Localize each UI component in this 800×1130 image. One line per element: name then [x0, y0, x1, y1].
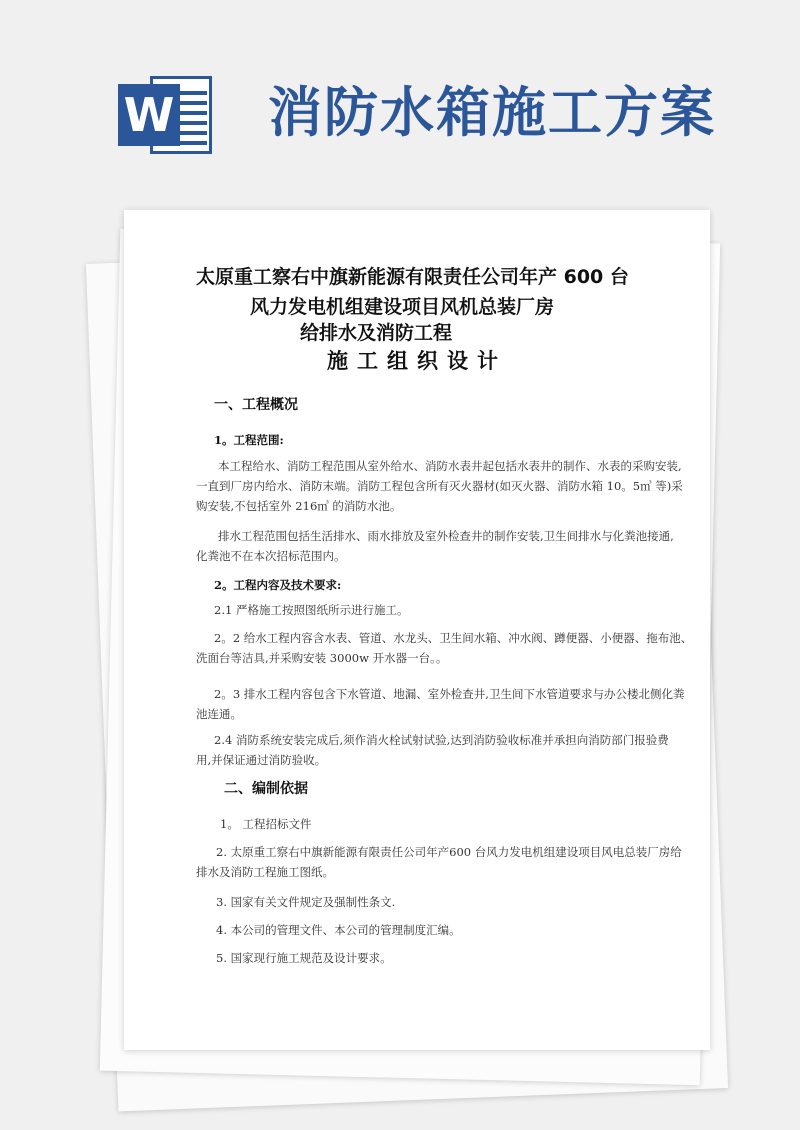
paragraph-line: 2。3 排水工程内容包含下水管道、地漏、室外检查井,卫生间下水管道要求与办公楼北侧化粪 — [214, 687, 685, 701]
basis-item-3: 3. 国家有关文件规定及强制性条文. — [216, 895, 396, 909]
basis-item-1: 1。 工程招标文件 — [220, 817, 312, 831]
paragraph-line: 2.4 消防系统安装完成后,须作消火栓试射试验,达到消防验收标准并承担向消防部门报验费 — [214, 733, 669, 747]
basis-item-5: 5. 国家现行施工规范及设计要求。 — [216, 951, 392, 965]
banner-title: 消防水箱施工方案 — [268, 81, 716, 144]
subheading-2: 2。工程内容及技术要求: — [214, 578, 342, 592]
item-2-3 — [196, 684, 685, 724]
word-icon-letter: W — [118, 84, 180, 146]
basis-item-2: 2. 太原重工察右中旗新能源有限责任公司年产600 台风力发电机组建设项目风电总装厂房给 — [216, 845, 682, 859]
doc-title-line-2: 风力发电机组建设项目风机总装厂房 — [250, 296, 555, 318]
item-2-1: 2.1 严格施工按照图纸所示进行施工。 — [214, 603, 409, 617]
paragraph-line: 池连通。 — [196, 707, 242, 721]
paragraph-line: 排水工程范围包括生活排水、雨水排放及室外检查井的制作安装,卫生间排水与化粪池接通, — [218, 529, 674, 543]
section-heading-2: 二、编制依据 — [224, 781, 308, 797]
basis-item-2-cont: 排水及消防工程施工图纸。 — [196, 865, 334, 879]
paragraph-scope-water — [196, 456, 683, 516]
paragraph-line: 洗面台等洁具,并采购安装 3000w 开水器一台。。 — [196, 651, 448, 665]
paragraph-line: 一直到厂房内给水、消防末端。消防工程包含所有灭火器材(如灭火器、消防水箱 10。5㎥ 等)采 — [196, 479, 683, 493]
word-document-icon — [118, 72, 218, 158]
subheading-1: 1。工程范围: — [214, 433, 284, 447]
paragraph-line: 化粪池不在本次招标范围内。 — [196, 549, 346, 563]
doc-title-line-3: 给排水及消防工程 — [300, 322, 453, 344]
main-heading: 施工组织设计 — [327, 349, 507, 373]
paragraph-line: 本工程给水、消防工程范围从室外给水、消防水表井起包括水表井的制作、水表的采购安装, — [218, 459, 682, 473]
paragraph-scope-drainage — [196, 526, 674, 566]
basis-item-4: 4. 本公司的管理文件、本公司的管理制度汇编。 — [216, 923, 461, 937]
doc-title-line-1: 太原重工察右中旗新能源有限责任公司年产 600 台 — [196, 266, 629, 288]
paragraph-line: 用,并保证通过消防验收。 — [196, 753, 327, 767]
document-page — [124, 210, 710, 1050]
item-2-4 — [196, 730, 669, 770]
item-2-2 — [196, 628, 693, 668]
section-heading-1: 一、工程概况 — [214, 397, 298, 413]
paragraph-line: 购安装,不包括室外 216㎥ 的消防水池。 — [196, 499, 402, 513]
header-banner — [0, 0, 800, 200]
paragraph-line: 2。2 给水工程内容含水表、管道、水龙头、卫生间水箱、冲水阀、蹲便器、小便器、拖布池、 — [214, 631, 693, 645]
